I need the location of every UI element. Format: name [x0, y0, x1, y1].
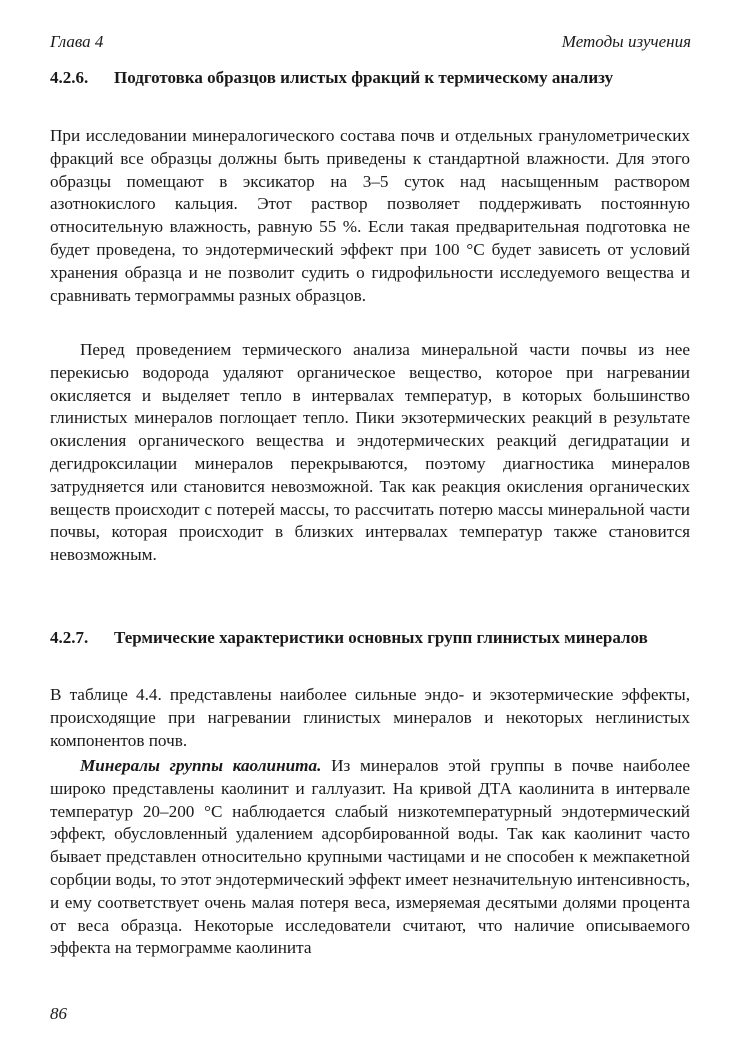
- paragraph: [50, 755, 690, 960]
- running-header: [50, 30, 691, 54]
- paragraph-lead: Минералы группы каолинита.: [80, 756, 322, 775]
- section-number: 4.2.7.: [50, 628, 89, 647]
- page-number: 86: [50, 1004, 67, 1023]
- paragraph: Перед проведением термического анализа минеральной части почвы из нее перекисью водорода удаляют органическое вещество, которое при нагревании окисляется и выделяет тепло в интервалах температур, в которых большинство глинистых минералов поглощает тепло. Пики экзотермических реакций в результате окисления органического вещества и эндотермических реакций дегидратации и дегидроксилации минералов перекрываются, поэтому диагностика минералов затрудняется или становится невозможной. Так как реакция окисления органических веществ происходит с потерей массы, то рассчитать потерю массы минеральной части почвы, которая происходит в близких интервалах температур также становится невозможным.: [50, 340, 690, 565]
- section-title: Термические характеристики основных групп глинистых минералов: [114, 628, 648, 647]
- chapter-label: Глава 4: [50, 32, 104, 51]
- section-number: 4.2.6.: [50, 68, 89, 87]
- paragraph: В таблице 4.4. представлены наиболее сильные эндо- и экзотермические эффекты, происходящие при нагревании глинистых минералов и некоторых неглинистых компонентов почв.: [50, 685, 690, 750]
- paragraph-body: Из минералов этой группы в почве наиболее широко представлены каолинит и галлуазит. На кривой ДТА каолинита в интервале температур 20–200 °C наблюдается слабый низкотемпературный эндотермический эффект, обусловленный удалением адсорбированной воды. Так как каолинит часто бывает представлен относительно крупными частицами и не способен к межпакетной сорбции воды, то этот эндотермический эффект имеет незначительную интенсивность, и ему соответствует очень малая потеря веса, измеряемая десятыми долями процента от веса образца. Некоторые исследователи считают, что наличие описываемого эффекта на термограмме каолинита: [50, 756, 690, 958]
- running-title: Методы изучения: [561, 32, 691, 51]
- paragraph: При исследовании минералогического состава почв и отдельных гранулометрических фракций все образцы должны быть приведены к стандартной влажности. Для этого образцы помещают в эксикатор на 3–5 суток над насыщенным раствором азотнокислого кальция. Этот раствор позволяет поддерживать постоянную относительную влажность, равную 55 %. Если такая предварительная подготовка не будет проведена, то эндотермический эффект при 100 °C будет зависеть от условий хранения образца и не позволит судить о гидрофильности исследуемого вещества и сравнивать термограммы разных образцов.: [50, 126, 690, 305]
- section-title: Подготовка образцов илистых фракций к термическому анализу: [114, 68, 614, 87]
